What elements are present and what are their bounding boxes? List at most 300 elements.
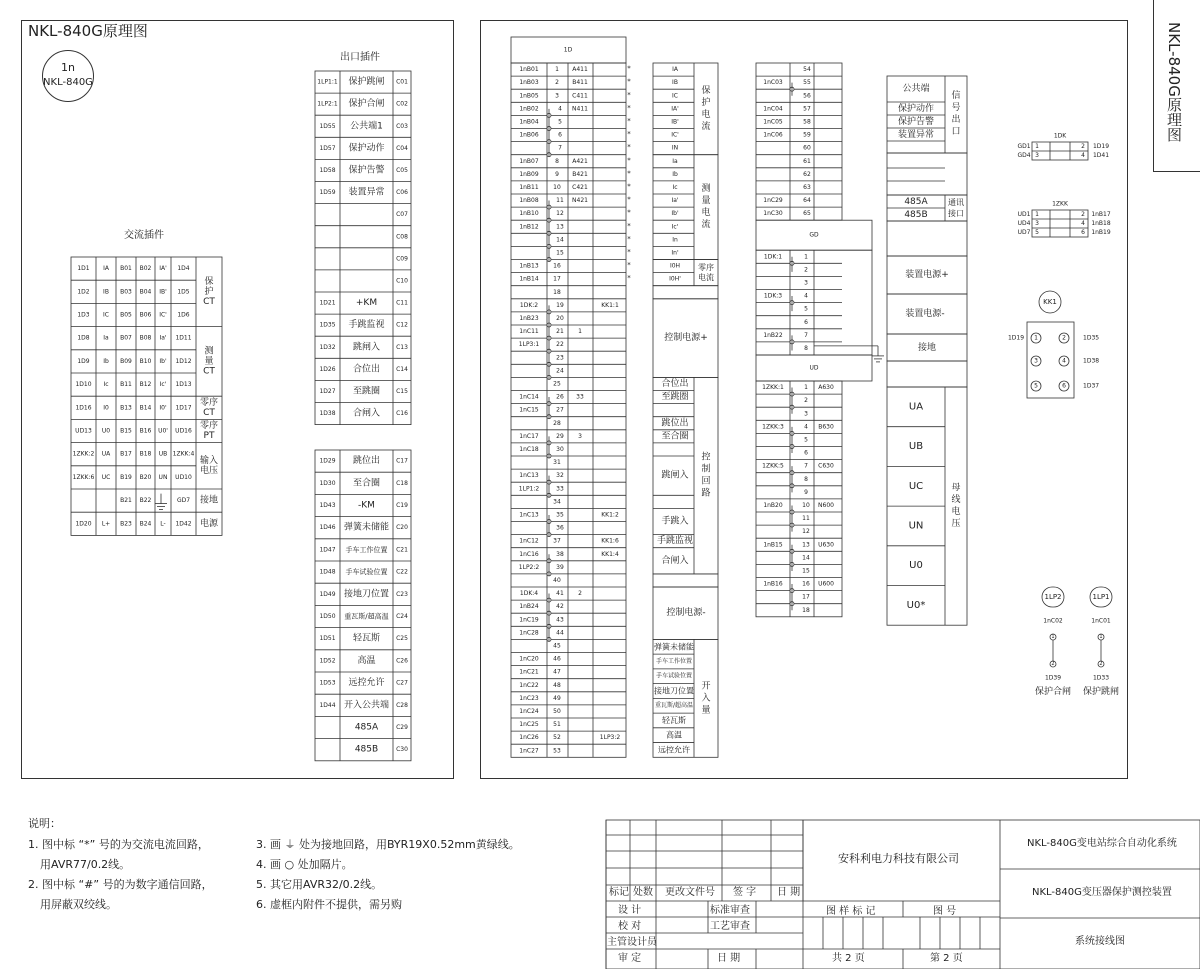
- d1-number: 22: [556, 341, 564, 349]
- out-signal: 重瓦斯/超高温: [344, 612, 389, 621]
- d1-cell: 1nB02: [519, 105, 539, 113]
- ac-cell: 1D42: [175, 520, 192, 528]
- group-label: 开: [701, 681, 711, 692]
- d1-number: 49: [553, 694, 561, 702]
- out-terminal: 1D59: [319, 189, 336, 197]
- ac-plugin-title: 交流插件: [124, 230, 164, 241]
- binary-input: 手车工作位置: [655, 658, 693, 666]
- kk1-pin: 3: [1034, 357, 1038, 365]
- ac-cell: U0': [158, 427, 168, 435]
- ac-cell: 1D6: [177, 311, 190, 319]
- tb-hdr-file: 更改文件号: [665, 887, 715, 898]
- lp1-pin: 2: [1099, 661, 1103, 667]
- blank-box: [653, 286, 718, 299]
- ud-wire-no: B630: [818, 423, 834, 431]
- tb-chief: 主管设计员: [607, 937, 657, 948]
- out-pin: C28: [396, 701, 408, 709]
- note-5: 5. 其它用AVR32/0.2线。: [256, 878, 383, 891]
- group-label: 信: [951, 91, 961, 101]
- ac-cell: L-: [160, 520, 166, 528]
- d1-cell: KK1:6: [601, 537, 619, 545]
- zkk-right: 1nB17: [1091, 211, 1111, 218]
- d1-cell: 1LP3:2: [599, 734, 621, 742]
- d1-cell: 1nC20: [519, 655, 539, 663]
- out-pin: C20: [396, 524, 408, 532]
- zkk-table: [1032, 210, 1088, 237]
- ac-cell: B22: [139, 497, 152, 505]
- group-label: 接口: [948, 209, 964, 218]
- binary-input: 手车试验位置: [655, 672, 693, 680]
- out-pin: C09: [396, 255, 408, 263]
- out-signal: 远控允许: [348, 678, 385, 689]
- d1-number: 25: [553, 380, 561, 388]
- group-label: 控: [701, 452, 711, 463]
- kk1-pin: 1: [1034, 334, 1038, 342]
- ud-cell: 1nB20: [763, 501, 783, 509]
- dk-right: 1D41: [1092, 152, 1110, 159]
- out-pin: C16: [396, 410, 408, 418]
- ctrl-loop-signal: 合位出: [661, 378, 689, 389]
- ac-cell: 1D17: [175, 404, 192, 412]
- group-label: 流: [701, 121, 711, 132]
- d2-cell: 1nC30: [763, 210, 783, 218]
- kk1-left: 1D19: [1007, 334, 1025, 342]
- d1-number: 31: [553, 459, 561, 467]
- d2-number: 54: [803, 66, 811, 74]
- ac-group-label: 量: [204, 356, 214, 367]
- d1-number: 33: [556, 485, 564, 493]
- d1-number: 42: [556, 603, 564, 611]
- ctrl-power-minus: 控制电源-: [666, 608, 706, 619]
- out-pin: C12: [396, 321, 408, 329]
- ud-number: 15: [802, 567, 810, 575]
- d1-number: 19: [556, 301, 564, 309]
- d1-cell: 1nC18: [519, 445, 539, 453]
- d1-number: 3: [555, 92, 559, 100]
- d1-number: 7: [558, 144, 562, 152]
- d1-number: 23: [556, 354, 564, 362]
- lp1-title: 1LP1: [1092, 593, 1110, 601]
- signal-common: 公共端: [902, 84, 930, 94]
- system-name: NKL-840G变电站综合自动化系统: [1027, 838, 1177, 849]
- ctrl-loop-signal: 跳闸入: [661, 470, 689, 481]
- d1-wire-no: B411: [572, 79, 588, 87]
- d1-number: 52: [553, 734, 561, 742]
- signal-name: IB: [672, 79, 678, 87]
- star-mark: *: [627, 195, 631, 204]
- kk1-pin: 6: [1062, 382, 1066, 390]
- tb-proc: 工艺审查: [710, 921, 750, 932]
- ac-group-label: PT: [203, 431, 215, 441]
- out-terminal: 1D29: [319, 457, 336, 465]
- star-mark: *: [627, 130, 631, 139]
- ac-cell: 1ZKK:4: [172, 450, 195, 458]
- ac-cell: B12: [139, 381, 152, 389]
- group-label: 号: [951, 103, 961, 113]
- d1-wire-no: C421: [572, 183, 588, 191]
- ac-cell: 1ZKK:6: [72, 473, 95, 481]
- signal-name: Ib': [671, 210, 679, 218]
- out-pin: C01: [396, 78, 408, 86]
- out-signal: 至合圈: [352, 478, 381, 489]
- d1-cell: 1nC21: [519, 668, 539, 676]
- ud-cell: 1ZKK:5: [762, 462, 784, 470]
- d1-cell: KK1:2: [601, 511, 619, 519]
- out-terminal: 1D55: [319, 122, 336, 130]
- group-label: 电: [701, 208, 711, 219]
- ac-cell: UN: [158, 473, 168, 481]
- ac-cell: Ic': [159, 381, 167, 389]
- company-name: 安科利电力科技有限公司: [838, 852, 959, 865]
- d1-cell: 1nC24: [519, 707, 539, 715]
- ud-wire-no: U600: [818, 580, 834, 588]
- ud-wire-no: A630: [818, 384, 834, 392]
- signal-name: In': [671, 249, 679, 257]
- ac-cell: B05: [120, 311, 132, 319]
- d1-number: 38: [556, 550, 564, 558]
- gd-number: 7: [804, 331, 808, 339]
- lp2-label: 保护合闸: [1034, 687, 1072, 697]
- binary-input: 弹簧未储能: [654, 642, 694, 652]
- lp1-label: 保护跳闸: [1082, 687, 1120, 697]
- group-label: 测: [701, 184, 711, 195]
- d1-number: 21: [556, 328, 564, 336]
- ac-cell: 1D20: [75, 520, 92, 528]
- ac-cell: IA': [159, 265, 167, 273]
- ud-number: 10: [802, 501, 810, 509]
- ctrl-loop-signal: 手跳监视: [656, 536, 694, 547]
- out-pin: C02: [396, 100, 408, 108]
- ac-cell: B01: [120, 265, 132, 273]
- signal-name: IA: [672, 66, 678, 74]
- d1-number: 8: [555, 157, 559, 165]
- ac-cell: UC: [101, 473, 111, 481]
- ctrl-loop-signal: 合闸入: [661, 555, 689, 566]
- ac-cell: B16: [139, 427, 152, 435]
- ac-group-label: CT: [203, 296, 215, 307]
- ac-cell: IC: [103, 311, 109, 319]
- d2-cell: 1nC06: [763, 131, 783, 139]
- d1-number: 27: [556, 406, 564, 414]
- note-1b: 用AVR77/0.2线。: [40, 858, 131, 871]
- d1-number: 35: [556, 511, 564, 519]
- d2-number: 57: [803, 105, 811, 113]
- note-4: 4. 画 ○ 处加隔片。: [256, 858, 353, 871]
- group-label: 量: [701, 196, 711, 207]
- ud-number: 16: [802, 580, 810, 588]
- ac-group-label: 输入: [199, 455, 219, 466]
- gd-number: 8: [804, 344, 808, 352]
- ud-cell: 1nB16: [763, 580, 783, 588]
- ac-cell: B18: [139, 450, 152, 458]
- kk1-title: KK1: [1043, 298, 1057, 306]
- out-terminal: 1D53: [319, 679, 336, 687]
- tb-std: 标准审查: [710, 905, 750, 916]
- d1-cell: 1nB14: [519, 275, 539, 283]
- ac-cell: 1D1: [77, 265, 90, 273]
- gd-number: 1: [804, 253, 808, 261]
- d1-title: 1D: [563, 46, 573, 54]
- out-terminal: 1D35: [319, 321, 336, 329]
- tb-review: 审 定: [618, 953, 642, 964]
- out-signal: 接地刀位置: [343, 589, 390, 600]
- out-pin: C03: [396, 122, 408, 130]
- d1-number: 12: [556, 210, 564, 218]
- lp2-pin: 1: [1051, 634, 1055, 640]
- device-name: NKL-840G变压器保护测控装置: [1032, 887, 1172, 898]
- d1-wire-no: 2: [578, 590, 582, 598]
- ud-number: 2: [804, 397, 808, 405]
- out-pin: C05: [396, 166, 408, 174]
- signal-name: I0H': [669, 275, 681, 283]
- ud-number: 18: [802, 606, 810, 614]
- binary-input: 轻瓦斯: [662, 715, 686, 725]
- binary-input: 重瓦斯/超高温: [654, 702, 694, 710]
- zkk-pin: 5: [1035, 229, 1039, 236]
- d1-number: 51: [553, 721, 561, 729]
- bus-voltage: UB: [908, 441, 924, 453]
- star-mark: *: [627, 77, 631, 86]
- d2-cell: 1nC03: [763, 79, 783, 87]
- d1-number: 11: [556, 197, 564, 205]
- out-signal: 公共端1: [350, 121, 383, 132]
- d1-cell: 1DK:4: [519, 590, 539, 598]
- out-signal: 高温: [357, 655, 376, 666]
- d1-cell: 1nC25: [519, 721, 539, 729]
- d1-cell: 1nC22: [519, 681, 539, 689]
- gd-title: GD: [809, 231, 819, 239]
- out-terminal: 1D57: [319, 144, 336, 152]
- out-signal: 保护合闸: [348, 99, 385, 110]
- lp1-bottom: 1D33: [1092, 674, 1110, 682]
- group-label: 量: [701, 705, 711, 716]
- d1-number: 10: [553, 183, 561, 191]
- d2-cell: 1nC05: [763, 118, 783, 126]
- ac-cell: B11: [120, 381, 132, 389]
- star-mark: *: [627, 274, 631, 283]
- d1-cell: 1nB09: [519, 170, 539, 178]
- ac-cell: 1D3: [77, 311, 90, 319]
- out-pin: C08: [396, 233, 408, 241]
- d1-cell: 1nB06: [519, 131, 539, 139]
- out-signal: 手车试验位置: [345, 568, 388, 577]
- out-signal: 手车工作位置: [345, 545, 388, 554]
- star-mark: *: [627, 169, 631, 178]
- gd-cell: 1DK:3: [763, 292, 783, 300]
- d1-number: 34: [553, 498, 561, 506]
- ac-cell: B15: [120, 427, 132, 435]
- out-pin: C27: [396, 679, 408, 687]
- binary-input: 接地刀位置: [654, 686, 694, 696]
- d1-number: 17: [553, 275, 561, 283]
- d1-cell: 1nB10: [519, 210, 539, 218]
- d1-cell: 1LP3:1: [518, 341, 540, 349]
- ac-group-label: CT: [203, 407, 215, 418]
- zkk-title: 1ZKK: [1052, 200, 1068, 208]
- star-mark: *: [627, 64, 631, 73]
- ac-cell: B02: [139, 265, 152, 273]
- note-2b: 用屏蔽双绞线。: [40, 898, 117, 911]
- tb-drawing-no: 图 号: [933, 906, 957, 917]
- out-signal: 保护告警: [348, 165, 385, 176]
- d2-number: 60: [803, 144, 811, 152]
- d1-cell: 1nB23: [519, 314, 539, 322]
- out-terminal: 1D49: [319, 590, 336, 598]
- ac-cell: IA: [103, 265, 109, 273]
- d2-cell: 1nC04: [763, 105, 783, 113]
- dk-right: 1D19: [1092, 143, 1110, 150]
- ac-cell: B21: [120, 497, 132, 505]
- signal-name: I0H: [669, 262, 681, 270]
- zkk-left: UD4: [1017, 220, 1031, 227]
- out-terminal: 1D32: [319, 343, 336, 351]
- out-terminal: 1D38: [319, 410, 336, 418]
- d1-number: 39: [556, 563, 564, 571]
- ac-cell: UA: [101, 450, 111, 458]
- d1-number: 28: [553, 419, 561, 427]
- bus-voltage: U0: [909, 560, 923, 572]
- ud-number: 8: [804, 475, 808, 483]
- out-pin: C23: [396, 590, 408, 598]
- signal-out: 装置异常: [897, 130, 935, 140]
- d1-number: 29: [556, 432, 564, 440]
- d1-wire-no: A411: [572, 66, 588, 74]
- device-power-plus: 装置电源+: [905, 270, 949, 280]
- signal-out: 保护告警: [897, 117, 935, 127]
- ud-wire-no: N600: [818, 501, 834, 509]
- d1-number: 44: [556, 629, 564, 637]
- d1-cell: 1nB04: [519, 118, 539, 126]
- group-label: 零序: [698, 263, 714, 273]
- signal-name: Ia: [672, 157, 678, 165]
- bus-voltage: UN: [908, 520, 924, 532]
- out-plugin-title: 出口插件: [340, 52, 380, 63]
- group-label: 入: [701, 693, 711, 704]
- ac-cell: Ib': [159, 357, 167, 365]
- ac-cell: Ic: [103, 381, 109, 389]
- d2-number: 59: [803, 131, 811, 139]
- gd-cell: 1nB22: [763, 331, 783, 339]
- ac-cell: 1D8: [77, 334, 90, 342]
- ac-cell: B19: [120, 473, 132, 481]
- d1-number: 16: [553, 262, 561, 270]
- out-pin: C30: [396, 746, 408, 754]
- group-label: 电流: [698, 273, 714, 283]
- unit-id: 1n: [61, 61, 75, 74]
- ac-cell: I0: [103, 404, 109, 412]
- ac-cell: Ia': [159, 334, 167, 342]
- group-label: 压: [951, 519, 961, 530]
- out-pin: C26: [396, 657, 408, 665]
- kk1-pin: 2: [1062, 334, 1066, 342]
- gd-number: 6: [804, 318, 808, 326]
- star-mark: *: [627, 116, 631, 125]
- out-pin: C18: [396, 479, 408, 487]
- ac-cell: UB: [158, 450, 168, 458]
- tb-hdr-sign: 签 字: [733, 887, 757, 898]
- ac-cell: Ib: [103, 357, 109, 365]
- d1-number: 40: [553, 576, 561, 584]
- signal-name: Ia': [671, 197, 679, 205]
- blank-box: [653, 574, 718, 587]
- out-terminal: 1LP1:1: [317, 78, 338, 86]
- ac-cell: 1ZKK:2: [72, 450, 95, 458]
- group-label: 口: [951, 127, 961, 137]
- signal-name: IC: [672, 92, 678, 100]
- out-signal: 合闸入: [352, 408, 381, 419]
- d1-number: 43: [556, 616, 564, 624]
- ac-cell: 1D5: [177, 288, 190, 296]
- d2-number: 55: [803, 79, 811, 87]
- ud-wire-no: C630: [818, 462, 834, 470]
- star-mark: *: [627, 261, 631, 270]
- tb-hdr-count: 处数: [633, 887, 653, 898]
- ac-cell: B06: [139, 311, 152, 319]
- star-mark: *: [627, 247, 631, 256]
- page-title: NKL-840G原理图: [28, 22, 148, 40]
- signal-name: IN: [671, 144, 679, 152]
- d1-number: 30: [556, 445, 564, 453]
- d1-cell: 1nC23: [519, 694, 539, 702]
- star-mark: *: [627, 143, 631, 152]
- ac-cell: B04: [139, 288, 152, 296]
- ctrl-loop-signal: 至跳圈: [661, 392, 689, 403]
- d1-cell: 1nB08: [519, 197, 539, 205]
- ud-number: 11: [802, 515, 810, 523]
- d1-wire-no: C411: [572, 92, 588, 100]
- d1-cell: 1nC28: [519, 629, 539, 637]
- ud-number: 12: [802, 528, 810, 536]
- d2-number: 56: [803, 92, 811, 100]
- d1-number: 14: [556, 236, 564, 244]
- out-pin: C06: [396, 189, 408, 197]
- unit-model: NKL-840G: [43, 77, 93, 88]
- star-mark: *: [627, 208, 631, 217]
- ac-cell: 1D4: [177, 265, 190, 273]
- signal-name: IA': [671, 105, 679, 113]
- bus-voltage: UC: [908, 480, 924, 492]
- d1-cell: 1nC26: [519, 734, 539, 742]
- ac-group-label: 护: [204, 286, 214, 297]
- ac-cell: B08: [139, 334, 152, 342]
- d1-number: 45: [553, 642, 561, 650]
- d1-number: 26: [556, 393, 564, 401]
- out-signal: 至跳圈: [352, 386, 381, 397]
- ac-group-label: 保: [204, 276, 214, 287]
- d1-number: 13: [556, 223, 564, 231]
- ac-cell: IC': [159, 311, 167, 319]
- d1-number: 50: [553, 707, 561, 715]
- d1-cell: 1nC16: [519, 550, 539, 558]
- gd-number: 2: [804, 266, 808, 274]
- ac-cell: B24: [139, 520, 152, 528]
- zkk-pin: 6: [1081, 229, 1085, 236]
- d1-cell: 1LP2:2: [518, 563, 540, 571]
- ac-group-label: 零序: [199, 397, 219, 408]
- d1-cell: 1nB11: [519, 183, 539, 191]
- group-label: 回: [701, 476, 711, 487]
- ac-cell: UD10: [175, 473, 192, 481]
- signal-name: Ic': [671, 223, 679, 231]
- ac-cell: L+: [101, 520, 111, 528]
- d1-number: 5: [558, 118, 562, 126]
- ud-wire-no: U630: [818, 541, 834, 549]
- out-pin: C29: [396, 724, 408, 731]
- dk-pin: 2: [1081, 143, 1085, 150]
- d1-cell: 1LP1:2: [518, 485, 540, 493]
- d1-cell: 1nC19: [519, 616, 539, 624]
- out-signal: 保护动作: [348, 143, 385, 154]
